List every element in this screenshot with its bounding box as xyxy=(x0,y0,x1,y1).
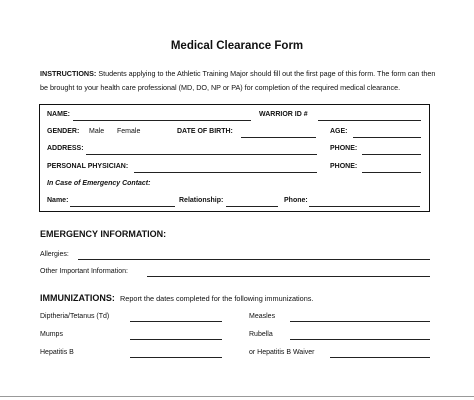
gender-label: GENDER: xyxy=(47,128,80,135)
allergies-label: Allergies: xyxy=(40,251,69,258)
dob-label: DATE OF BIRTH: xyxy=(177,128,233,135)
ec-relationship-label: Relationship: xyxy=(179,197,224,204)
address-label: ADDRESS: xyxy=(47,145,84,152)
ec-name-field[interactable] xyxy=(70,206,175,207)
mumps-date-field[interactable] xyxy=(130,339,222,340)
ec-name-label: Name: xyxy=(47,197,69,204)
form-title: Medical Clearance Form xyxy=(170,40,304,52)
personal-physician-label: PERSONAL PHYSICIAN: xyxy=(47,163,129,170)
age-label: AGE: xyxy=(330,128,348,135)
age-field[interactable] xyxy=(353,137,421,138)
mumps-label: Mumps xyxy=(40,331,63,338)
ec-relationship-field[interactable] xyxy=(226,206,278,207)
gender-option-female[interactable]: Female xyxy=(117,128,141,135)
warrior-id-field[interactable] xyxy=(318,120,421,121)
instructions xyxy=(40,67,440,95)
hepatitis-b-date-field[interactable] xyxy=(130,357,222,358)
address-field[interactable] xyxy=(86,154,317,155)
allergies-field[interactable] xyxy=(78,259,430,260)
emergency-information-heading: EMERGENCY INFORMATION: xyxy=(40,229,167,239)
immunizations-heading: IMMUNIZATIONS: xyxy=(40,293,115,303)
physician-phone-label: PHONE: xyxy=(330,163,358,170)
hepatitis-b-waiver-label: or Hepatitis B Waiver xyxy=(249,349,315,356)
phone-field[interactable] xyxy=(362,154,421,155)
instructions-heading: INSTRUCTIONS: xyxy=(40,69,97,78)
personal-physician-field[interactable] xyxy=(134,172,317,173)
phone-label: PHONE: xyxy=(330,145,358,152)
ec-phone-field[interactable] xyxy=(309,206,420,207)
gender-option-male[interactable]: Male xyxy=(89,128,105,135)
physician-phone-field[interactable] xyxy=(362,172,421,173)
dtap-label: Diptheria/Tetanus (Td) xyxy=(40,313,110,320)
other-information-label: Other Important Information: xyxy=(40,268,128,275)
page-bottom-edge xyxy=(0,396,474,397)
ec-phone-label: Phone: xyxy=(284,197,308,204)
rubella-date-field[interactable] xyxy=(290,339,430,340)
other-information-field[interactable] xyxy=(147,276,430,277)
hepatitis-b-waiver-field[interactable] xyxy=(330,357,430,358)
emergency-contact-heading: In Case of Emergency Contact: xyxy=(47,180,151,187)
dtap-date-field[interactable] xyxy=(130,321,222,322)
instructions-text: Students applying to the Athletic Training Major should fill out the first page of this form. The form can then be brought to your health care professional (MD, DO, NP or PA) for completion of the required medical clearance. xyxy=(40,69,436,92)
hepatitis-b-label: Hepatitis B xyxy=(40,349,74,356)
measles-date-field[interactable] xyxy=(290,321,430,322)
warrior-id-label: WARRIOR ID # xyxy=(259,111,308,118)
name-field[interactable] xyxy=(73,120,251,121)
name-label: NAME: xyxy=(47,111,70,118)
immunizations-note: Report the dates completed for the following immunizations. xyxy=(120,294,314,303)
dob-field[interactable] xyxy=(241,137,316,138)
rubella-label: Rubella xyxy=(249,331,273,338)
measles-label: Measles xyxy=(249,313,276,320)
